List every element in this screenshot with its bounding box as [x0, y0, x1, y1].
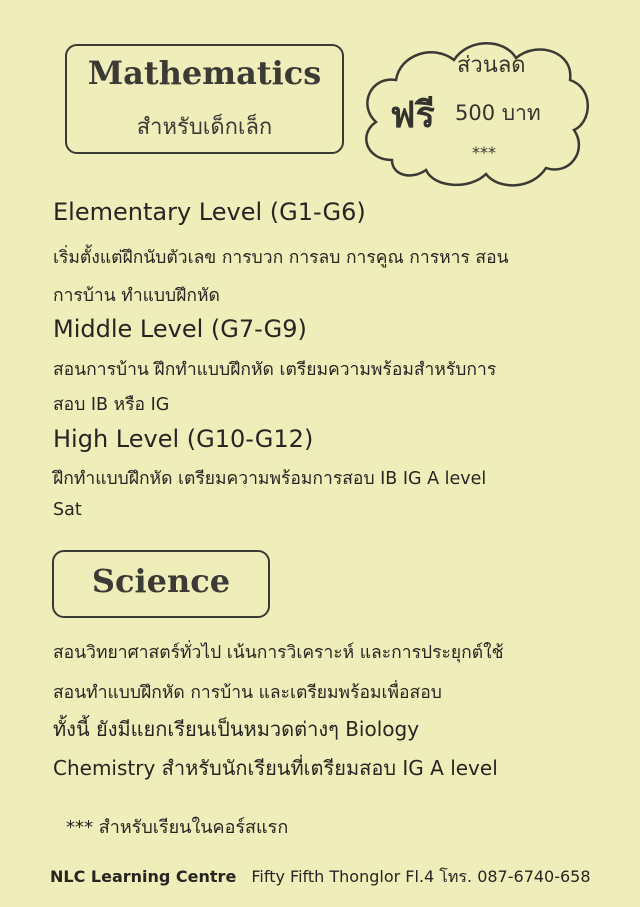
mathematics-box — [65, 44, 344, 154]
science-line-3: ทั้งนี้ ยังมีแยกเรียนเป็นหมวดต่างๆ Biology — [53, 717, 420, 741]
address-phone: Fifty Fifth Thonglor Fl.4 โทร. 087-6740-658 — [251, 867, 591, 886]
science-line-4: Chemistry สำหรับนักเรียนที่เตรียมสอบ IG A level — [53, 756, 498, 780]
elementary-line-1: เริ่มตั้งแต่ฝึกนับตัวเลข การบวก การลบ การคูณ การหาร สอน — [53, 248, 509, 268]
discount-amount: 500 บาท — [455, 101, 541, 125]
science-line-1: สอนวิทยาศาสตร์ทั่วไป เน้นการวิเคราะห์ และการประยุกต์ใช้ — [53, 643, 504, 663]
free-label: ฟรี — [390, 95, 435, 136]
middle-line-2: สอบ IB หรือ IG — [53, 395, 170, 415]
promo-cloud — [352, 30, 594, 192]
footer — [50, 865, 591, 890]
mathematics-subtitle: สำหรับเด็กเล็ก — [136, 115, 273, 140]
science-box — [52, 550, 270, 618]
mathematics-title: Mathematics — [87, 54, 322, 92]
brand-name: NLC Learning Centre — [50, 867, 237, 886]
high-heading: High Level (G10-G12) — [53, 425, 314, 453]
first-course-note: *** สำหรับเรียนในคอร์สแรก — [66, 817, 289, 838]
middle-line-1: สอนการบ้าน ฝึกทำแบบฝึกหัด เตรียมความพร้อมสำหรับการ — [53, 360, 497, 380]
promo-stars: *** — [472, 143, 496, 162]
middle-heading: Middle Level (G7-G9) — [53, 315, 307, 343]
high-line-1: ฝึกทำแบบฝึกหัด เตรียมความพร้อมการสอบ IB IG A level — [53, 469, 487, 489]
elementary-heading: Elementary Level (G1-G6) — [53, 198, 366, 226]
science-line-2: สอนทำแบบฝึกหัด การบ้าน และเตรียมพร้อมเพื่อสอบ — [53, 683, 442, 703]
elementary-line-2: การบ้าน ทำแบบฝึกหัด — [53, 286, 220, 306]
discount-label: ส่วนลด — [457, 53, 526, 78]
high-line-2: Sat — [53, 500, 82, 520]
science-title: Science — [91, 562, 231, 600]
